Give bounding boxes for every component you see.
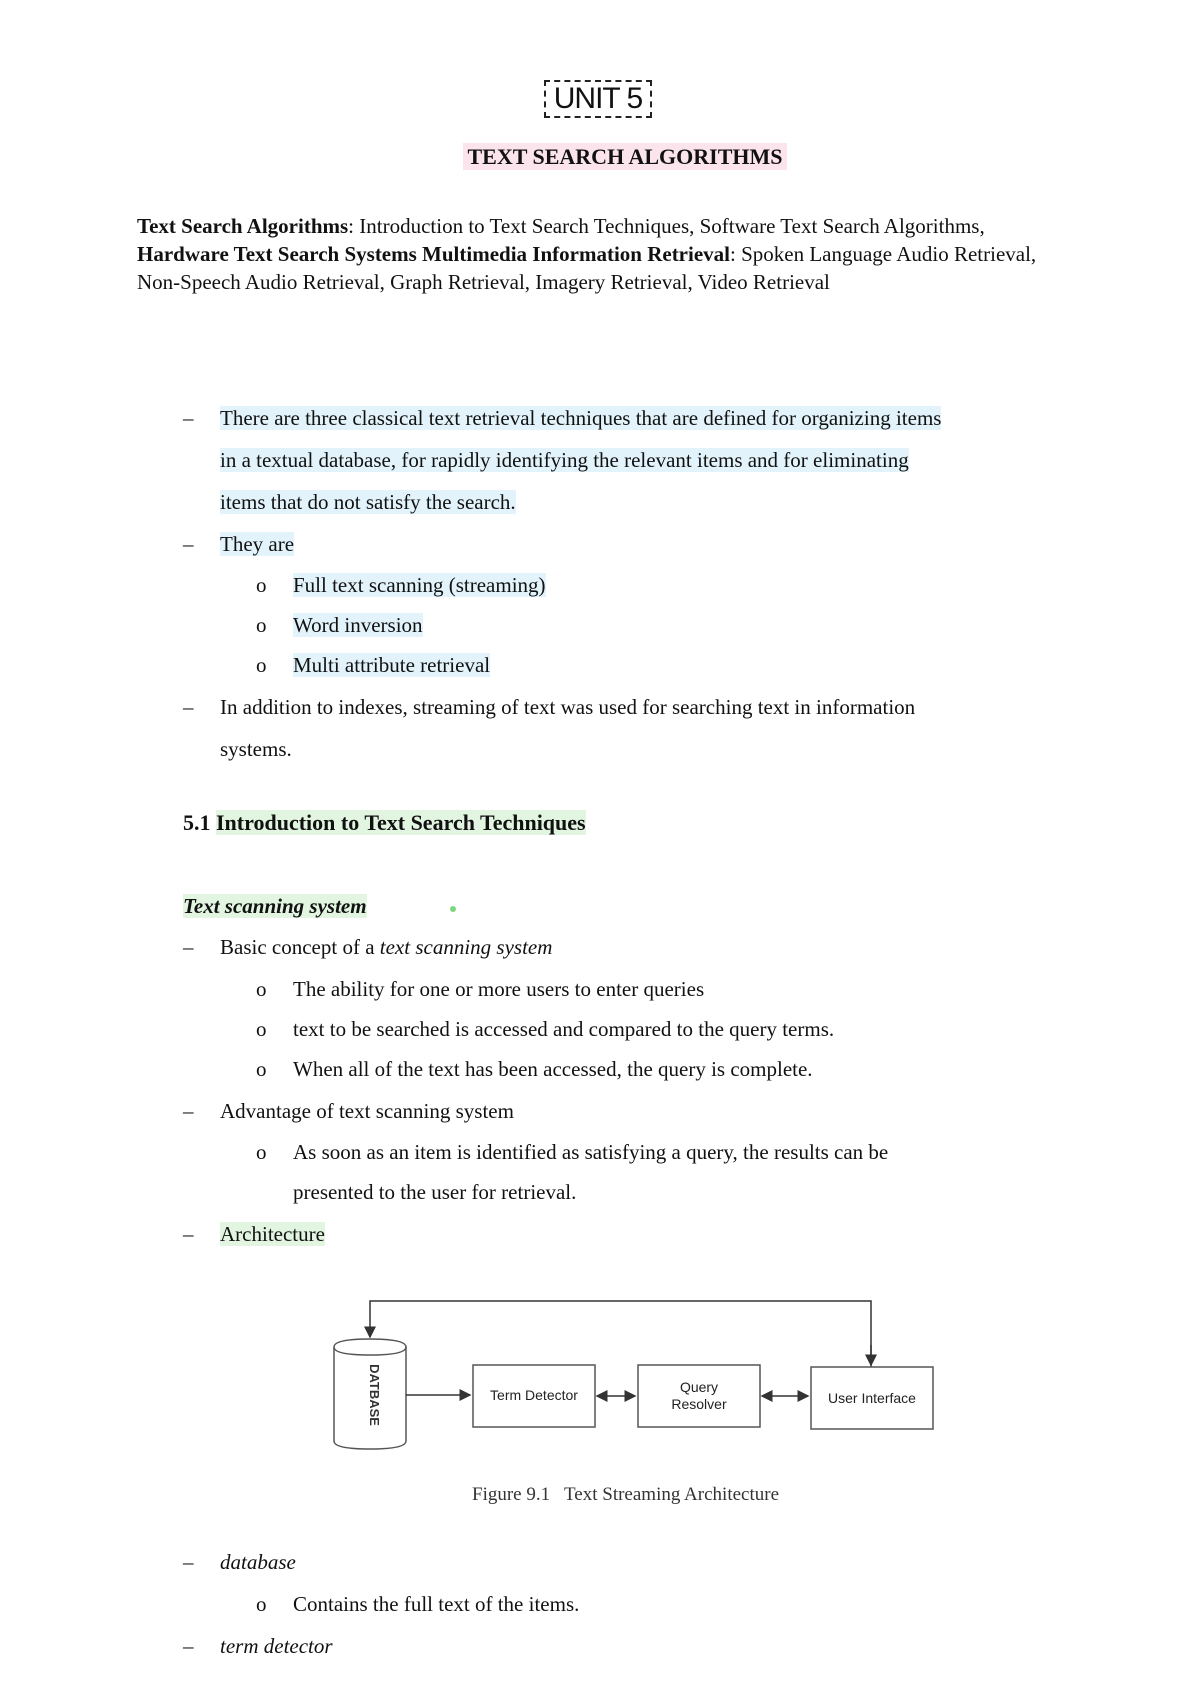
dash-marker: – [183,1222,194,1246]
technique-item [293,613,423,638]
database-label: DATBASE [367,1364,382,1426]
figure-caption: Figure 9.1 Text Streaming Architecture [472,1484,779,1505]
dash-marker: – [183,1634,194,1658]
term-detector-label: Term Detector [490,1387,578,1403]
bullet-marker: o [256,1592,267,1616]
architecture-line [220,1222,325,1247]
advantage-line: Advantage of text scanning system [220,1099,514,1123]
database-cylinder [334,1339,406,1449]
bullet-marker: o [256,1057,267,1081]
user-interface-label: User Interface [828,1390,916,1406]
term-detector-item [220,1634,333,1659]
section-number: 5.1 [183,810,211,835]
bullet-marker: o [256,1017,267,1041]
bullet-marker: o [256,573,267,597]
unit-label: UNIT 5 [544,80,652,118]
they-are-line [220,532,294,557]
addition-line-1: In addition to indexes, streaming of text was used for searching text in information [220,695,916,719]
syllabus-heading-2: Hardware Text Search Systems Multimedia Information Retrieval [137,242,730,266]
technique-text: Full text scanning (streaming) [293,573,546,597]
basic-concept-prefix: Basic concept of a [220,935,380,959]
addition-line-2: systems. [220,737,292,761]
subsection-title: Text scanning system [183,894,367,918]
syllabus [137,212,1037,296]
basic-point: text to be searched is accessed and compared to the query terms. [293,1017,835,1041]
syllabus-line-2 [137,240,1037,296]
architecture-diagram-svg [320,1295,960,1485]
query-resolver-label-1: Query [679,1379,719,1395]
dash-marker: – [183,935,194,959]
basic-concept-italic: text scanning system [379,935,553,959]
database-term: database [220,1550,296,1574]
dash-marker: – [183,1550,194,1574]
syllabus-text-1: : Introduction to Text Search Techniques, Software Text Search Algorithms, [348,214,985,238]
bullet-marker: o [256,613,267,637]
syllabus-text-2: : Spoken Language Audio Retrieval, Non-Speech Audio Retrieval, Graph Retrieval, Imagery Retrieval, Video Retrieval [137,242,1037,294]
green-dot-mark [450,906,456,912]
bullet-marker: o [256,1140,267,1164]
syllabus-line-1 [137,212,1037,240]
advantage-point-line-2: presented to the user for retrieval. [293,1180,577,1204]
technique-text: Multi attribute retrieval [293,653,491,677]
syllabus-heading-1: Text Search Algorithms [137,214,349,238]
term-detector-term: term detector [220,1634,333,1658]
dash-marker: – [183,532,194,556]
they-are-text: They are [220,532,295,556]
classical-text-1: There are three classical text retrieval techniques that are defined for organizing items [220,406,942,430]
section-title: Introduction to Text Search Techniques [216,810,586,835]
section-heading [183,810,586,836]
query-resolver-label-2: Resolver [671,1396,727,1412]
subsection-heading [183,894,367,919]
database-item [220,1550,296,1575]
technique-item [293,653,490,678]
bullet-marker: o [256,653,267,677]
dash-marker: – [183,406,194,430]
classical-text-line-3 [220,490,516,515]
dash-marker: – [183,1099,194,1123]
basic-concept-line [220,935,552,960]
dash-marker: – [183,695,194,719]
architecture-label: Architecture [220,1222,325,1246]
technique-item [293,573,546,598]
feedback-arrow [370,1301,871,1367]
classical-text-2: in a textual database, for rapidly identifying the relevant items and for eliminating [220,448,909,472]
technique-text: Word inversion [293,613,423,637]
page-title [0,144,1200,170]
classical-text-line-1 [220,406,941,431]
classical-text-line-2 [220,448,909,473]
page-title-text: TEXT SEARCH ALGORITHMS [463,143,786,170]
advantage-point-line-1: As soon as an item is identified as satisfying a query, the results can be [293,1140,889,1164]
architecture-diagram [320,1295,960,1485]
database-description: Contains the full text of the items. [293,1592,580,1616]
basic-point: The ability for one or more users to enter queries [293,977,705,1001]
basic-point: When all of the text has been accessed, the query is complete. [293,1057,813,1081]
bullet-marker: o [256,977,267,1001]
classical-text-3: items that do not satisfy the search. [220,490,516,514]
